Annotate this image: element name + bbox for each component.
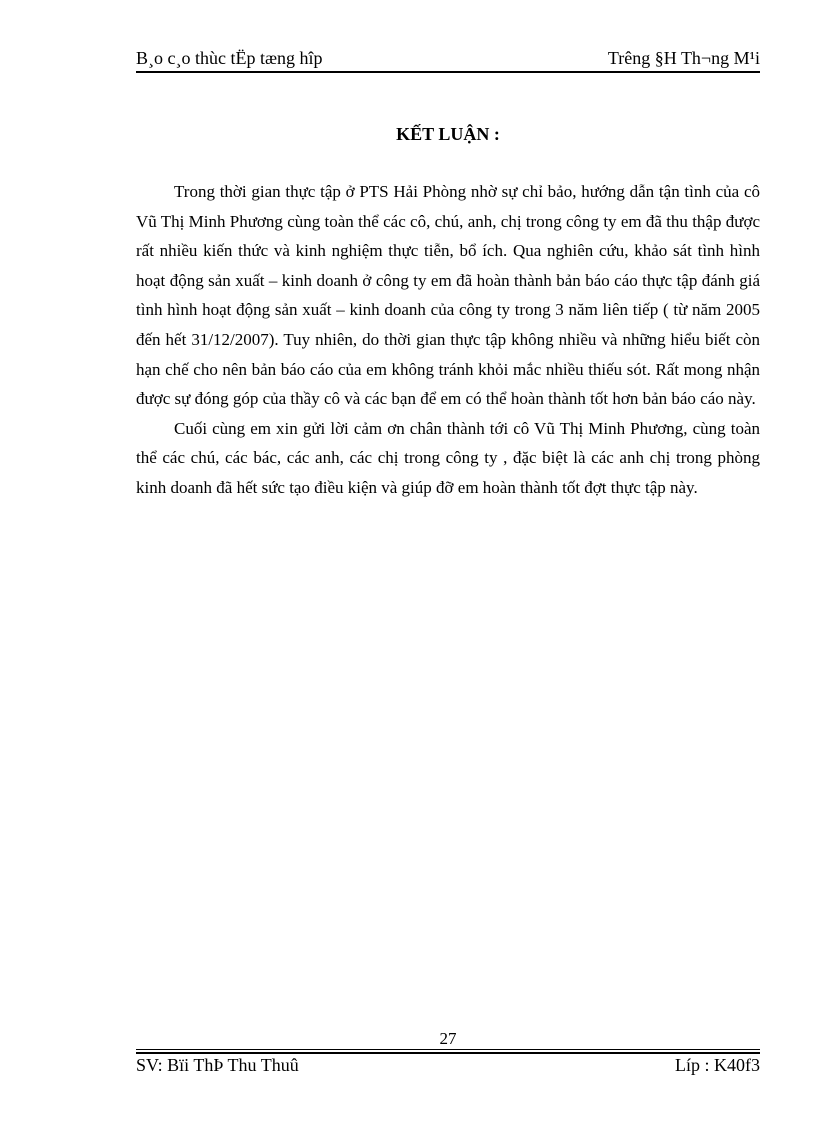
page-header xyxy=(136,48,760,70)
footer-class-code: Líp : K40f3 xyxy=(675,1055,760,1075)
body-paragraph: Trong thời gian thực tập ở PTS Hải Phòng nhờ sự chỉ bảo, hướng dẫn tận tình của cô Vũ Thị Minh Phương cùng toàn thể các cô, chú, anh, chị trong công ty em đã thu thập được rất nhiều kiến thức và kinh nghiệm thực tiễn, bổ ích. Qua nghiên cứu, khảo sát tình hình hoạt động sản xuất – kinh doanh ở công ty em đã hoàn thành bản báo cáo thực tập đánh giá tình hình hoạt động sản xuất – kinh doanh của công ty trong 3 năm liên tiếp ( từ năm 2005 đến hết 31/12/2007). Tuy nhiên, do thời gian thực tập không nhiều và những hiểu biết còn hạn chế cho nên bản báo cáo của em không tránh khỏi mắc nhiều thiếu sót. Rất mong nhận được sự đóng góp của thầy cô và các bạn để em có thể hoàn thành tốt hơn bản báo cáo này. xyxy=(136,182,760,409)
body-paragraph: Cuối cùng em xin gửi lời cảm ơn chân thành tới cô Vũ Thị Minh Phương, cùng toàn thể các chú, các bác, các anh, các chị trong công ty , đặc biệt là các anh chị trong phòng kinh doanh đã hết sức tạo điều kiện và giúp đỡ em hoàn thành tốt đợt thực tập này. xyxy=(136,418,760,497)
page-number: 27 xyxy=(439,1029,457,1048)
section-title: KẾT LUẬN : xyxy=(396,124,500,144)
header-report-title: B¸o c¸o thùc tËp tæng hîp xyxy=(136,48,323,68)
page-footer xyxy=(136,1055,760,1077)
footer-divider-thin xyxy=(136,1049,760,1050)
header-divider xyxy=(136,71,760,73)
footer-student-name: SV: Bïi ThÞ Thu Thuû xyxy=(136,1055,299,1075)
header-university-name: Trêng §H Th¬ng M¹i xyxy=(607,48,760,68)
footer-divider-thick xyxy=(136,1052,760,1054)
conclusion-body xyxy=(136,177,760,503)
